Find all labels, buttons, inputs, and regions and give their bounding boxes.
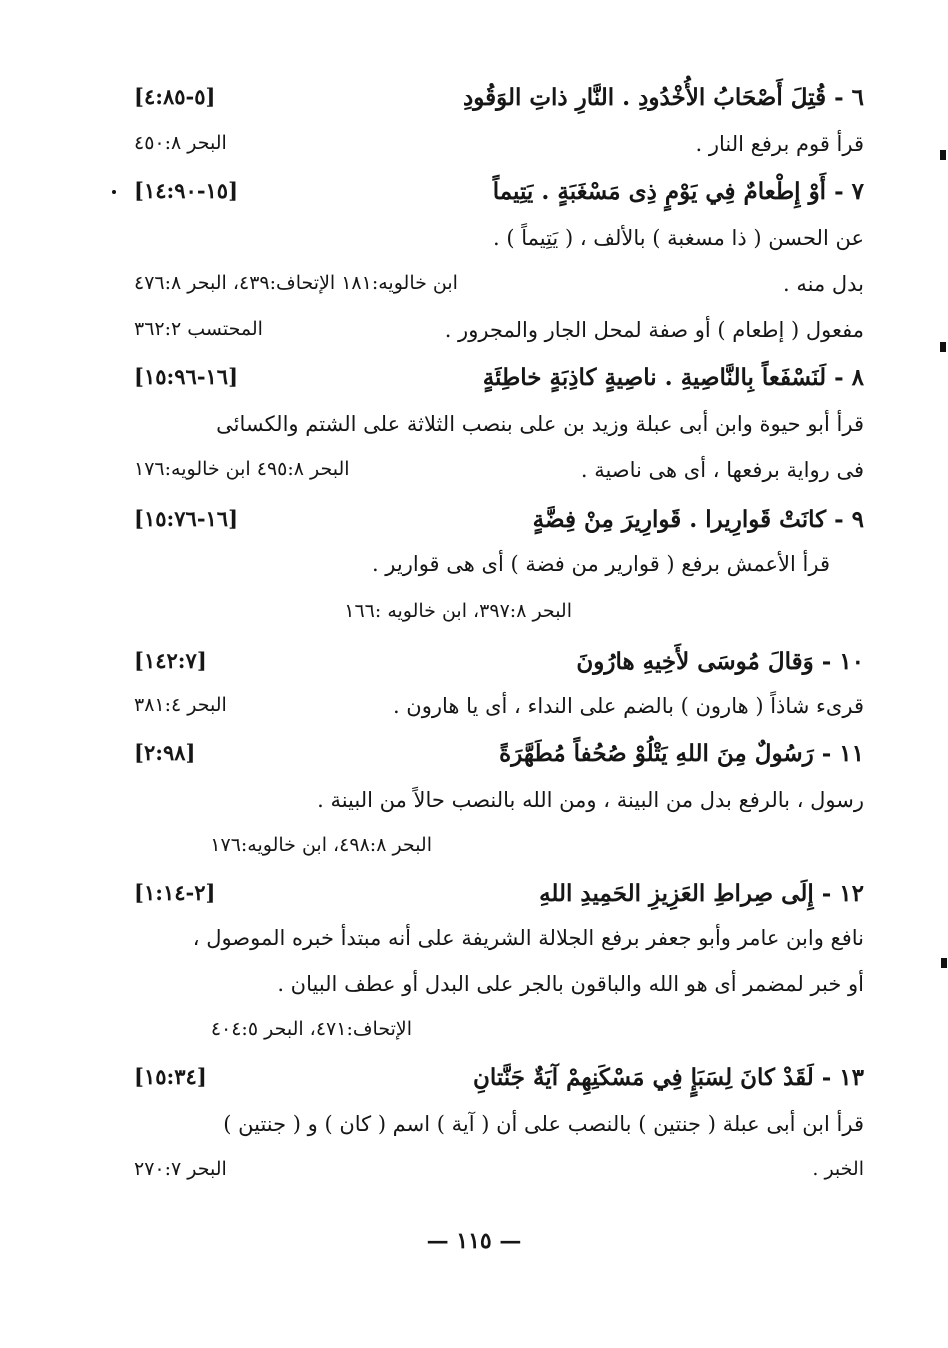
commentary-line <box>134 926 864 970</box>
commentary-line <box>134 458 864 502</box>
verse-reference: [١٦-١٥:٧٦] <box>134 506 239 531</box>
commentary-text: نافع وابن عامر وأبو جعفر برفع الجلالة الشريفة على أنه مبتدأ خبره الموصول ، <box>192 926 864 950</box>
commentary-text: قرأ أبو حيوة وابن أبى عبلة وزيد بن على بنصب الثلاثة على الشتم والكسائى <box>216 412 864 436</box>
source-citation: ابن خالويه:١٨١ الإتحاف:٤٣٩، البحر ٤٧٦:٨ <box>134 272 458 294</box>
verse-line <box>134 740 864 784</box>
scan-mark <box>941 958 947 968</box>
commentary-text: بدل منه . <box>783 272 864 296</box>
source-citation: البحر ٤٩٨:٨، ابن خالويه:١٧٦ <box>210 834 432 856</box>
commentary-line <box>134 318 864 362</box>
verse-line <box>134 1064 864 1108</box>
commentary-line <box>134 600 864 644</box>
commentary-line <box>134 132 864 176</box>
commentary-text: مفعول ( إطعام ) أو صفة لمحل الجار والمجرور . <box>444 318 864 342</box>
verse-text: ٨ - لَنَسْفَعاً بِالنَّاصِيةِ . ناصِيةٍ كاذِبَةٍ خاطِئَةٍ <box>482 364 864 391</box>
verse-line <box>134 506 864 550</box>
verse-text: ٩ - كانَتْ قَوارِيرا . قَوارِيرَ مِنْ فِضَّةٍ <box>532 506 864 533</box>
commentary-text: قرأ الأعمش برفع ( قوارير من فضة ) أى هى قوارير . <box>371 552 830 576</box>
source-citation: البحر ٢٧٠:٧ <box>134 1158 227 1180</box>
commentary-line <box>134 226 864 270</box>
verse-reference: [١٤٢:٧] <box>134 648 207 673</box>
verse-line <box>134 880 864 924</box>
source-citation: الإتحاف:٤٧١، البحر ٤٠٤:٥ <box>210 1018 412 1040</box>
commentary-line <box>134 1018 864 1062</box>
scan-mark <box>940 150 946 160</box>
verse-text: ١٣ - لَقَدْ كانَ لِسَبَإٍ فِي مَسْكَنِهِمْ آيَةٌ جَنَّتانِ <box>472 1064 864 1091</box>
commentary-line <box>134 552 864 596</box>
scan-mark <box>940 342 946 352</box>
commentary-line <box>134 972 864 1016</box>
commentary-line <box>134 1112 864 1156</box>
commentary-line <box>134 788 864 832</box>
verse-reference: [٥-٤:٨٥] <box>134 84 216 109</box>
verse-text: ١١ - رَسُولٌ مِنَ اللهِ يَتْلُوْ صُحُفاً مُطَهَّرَةً <box>499 740 864 767</box>
commentary-line <box>134 694 864 738</box>
source-citation: البحر ٣٩٧:٨، ابن خالويه :١٦٦ <box>344 600 572 622</box>
commentary-line <box>134 1158 864 1202</box>
page-number: — ١١٥ — <box>426 1228 522 1254</box>
source-citation: البحر ٤٩٥:٨ ابن خالويه:١٧٦ <box>134 458 350 480</box>
commentary-line <box>134 412 864 456</box>
verse-reference: [١٥:٣٤] <box>134 1064 207 1089</box>
commentary-text: الخبر . <box>812 1158 864 1180</box>
commentary-text: رسول ، بالرفع بدل من البينة ، ومن الله بالنصب حالاً من البينة . <box>317 788 864 812</box>
verse-reference: [٢-١:١٤] <box>134 880 216 905</box>
commentary-text: أو خبر لمضمر أى هو الله والباقون بالجر على البدل أو عطف البيان . <box>277 972 864 996</box>
verse-text: ٧ - أَوْ إِطْعامٌ فِي يَوْمٍ ذِى مَسْغَبَةٍ . يَتِيماً <box>492 178 864 205</box>
commentary-text: فى رواية برفعها ، أى هى ناصية . <box>580 458 864 482</box>
source-citation: البحر ٣٨١:٤ <box>134 694 227 716</box>
source-citation: البحر ٤٥٠:٨ <box>134 132 227 154</box>
commentary-text: قرىء شاذاً ( هارون ) بالضم على النداء ، أى يا هارون . <box>392 694 864 718</box>
commentary-line <box>134 272 864 316</box>
verse-line <box>134 648 864 692</box>
verse-text: ١٠ - وَقالَ مُوسَى لأَخِيهِ هارُونَ <box>576 648 864 675</box>
verse-text: ١٢ - إِلَى صِراطِ العَزِيزِ الحَمِيدِ اللهِ <box>539 880 864 907</box>
verse-line <box>134 84 864 128</box>
verse-line <box>134 178 864 222</box>
source-citation: المحتسب ٣٦٢:٢ <box>134 318 263 340</box>
verse-reference: [٢:٩٨] <box>134 740 196 765</box>
verse-reference: [١٦-١٥:٩٦] <box>134 364 239 389</box>
commentary-text: قرأ ابن أبى عبلة ( جنتين ) بالنصب على أن ( آية ) اسم ( كان ) و ( جنتين ) <box>223 1112 864 1136</box>
verse-reference: [١٥-١٤:٩٠] <box>134 178 239 203</box>
verse-text: ٦ - قُتِلَ أَصْحَابُ الأُخْدُودِ . النَّارِ ذاتِ الوَقُودِ <box>462 84 864 111</box>
commentary-text: عن الحسن ( ذا مسغبة ) بالألف ، ( يَتِيماً ) . <box>493 226 864 250</box>
commentary-line <box>134 834 864 878</box>
commentary-text: قرأ قوم برفع النار . <box>695 132 864 156</box>
scan-mark <box>112 190 116 194</box>
verse-line <box>134 364 864 408</box>
